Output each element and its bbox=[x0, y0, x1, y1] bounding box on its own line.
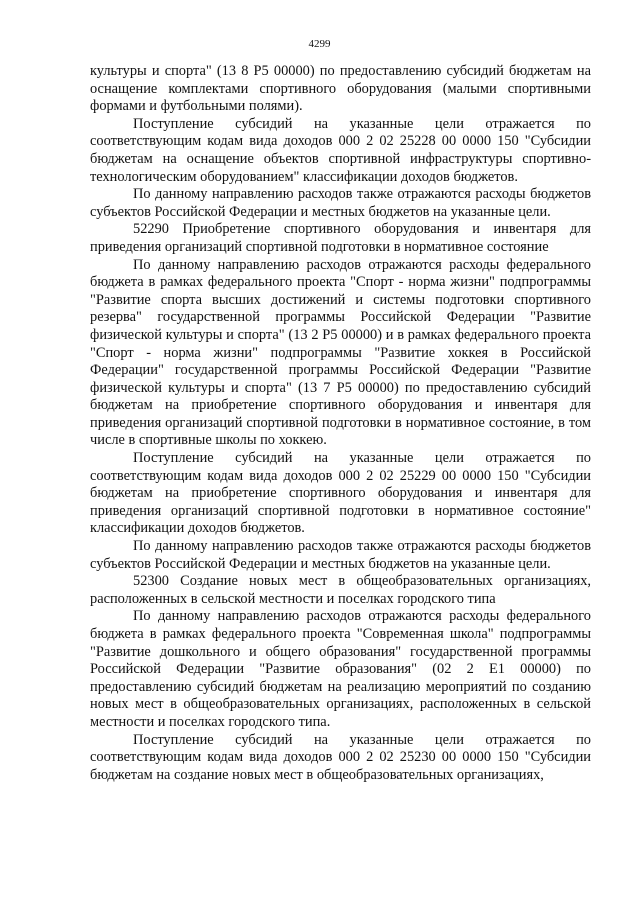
paragraph-regional-expenses-2: По данному направлению расходов также отражаются расходы бюджетов субъектов Российской Федерации и местных бюджетов на указанные цели. bbox=[90, 538, 591, 572]
paragraph-regional-expenses-1: По данному направлению расходов также отражаются расходы бюджетов субъектов Российской Федерации и местных бюджетов на указанные цели. bbox=[90, 186, 591, 220]
paragraph-52290-description: По данному направлению расходов отражаются расходы федерального бюджета в рамках федерального проекта "Спорт - норма жизни" подпрограммы "Развитие спорта высших достижений и системы подготовки спортивного резерва" государственной программы Российской Федерации "Развитие физической культуры и спорта" (13 2 P5 00000) и в рамках федерального проекта "Спорт - норма жизни" подпрограммы "Развитие хоккея в Российской Федерации" государственной программы Российской Федерации "Развитие физической культуры и спорта" (13 7 P5 00000) по предоставлению субсидий бюджетам на приобретение спортивного оборудования и инвентаря для приведения организаций спортивной подготовки в нормативное состояние, в том числе в спортивные школы по хоккею. bbox=[90, 256, 591, 449]
page-number: 4299 bbox=[308, 38, 331, 50]
heading-52290: 52290 Приобретение спортивного оборудования и инвентаря для приведения организаций спортивной подготовки в нормативное состояние bbox=[90, 221, 591, 255]
paragraph-subsidy-receipt-25229: Поступление субсидий на указанные цели отражается по соответствующим кодам вида доходов 000 2 02 25229 00 0000 150 "Субсидии бюджетам на приобретение спортивного оборудования и инвентаря для приведения организаций спортивной подготовки в нормативное состояние" классификации доходов бюджетов. bbox=[90, 450, 591, 537]
heading-52300: 52300 Создание новых мест в общеобразовательных организациях, расположенных в сельской местности и поселках городского типа bbox=[90, 573, 591, 607]
paragraph-continuation: культуры и спорта" (13 8 P5 00000) по предоставлению субсидий бюджетам на оснащение комплектами спортивного оборудования (малыми спортивными формами и футбольными полями). bbox=[90, 63, 591, 115]
paragraph-subsidy-receipt-25230: Поступление субсидий на указанные цели отражается по соответствующим кодам вида доходов 000 2 02 25230 00 0000 150 "Субсидии бюджетам на создание новых мест в общеобразовательных организациях, bbox=[90, 731, 591, 783]
paragraph-subsidy-receipt-25228: Поступление субсидий на указанные цели отражается по соответствующим кодам вида доходов 000 2 02 25228 00 0000 150 "Субсидии бюджетам на оснащение объектов спортивной инфраструктуры спортивно-технологическим оборудованием" классификации доходов бюджетов. bbox=[90, 115, 591, 185]
paragraph-52300-description: По данному направлению расходов отражаются расходы федерального бюджета в рамках федерального проекта "Современная школа" подпрограммы "Развитие дошкольного и общего образования" государственной программы Российской Федерации "Развитие образования" (02 2 E1 00000) по предоставлению субсидий бюджетам на реализацию мероприятий по созданию новых мест в общеобразовательных организациях, расположенных в сельской местности и поселках городского типа. bbox=[90, 608, 591, 730]
document-body bbox=[90, 63, 591, 784]
